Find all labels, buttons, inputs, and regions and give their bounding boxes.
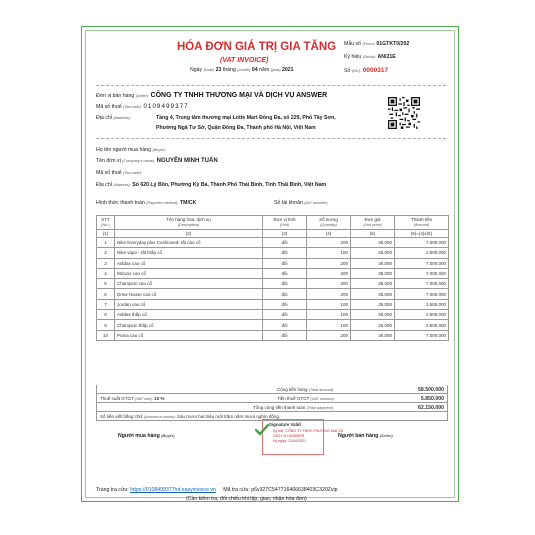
table-cell-qty: 100 [307, 248, 351, 258]
table-cell-qty: 200 [307, 289, 351, 299]
table-row [97, 299, 449, 309]
table-cell-desc: Puma cao cổ [115, 330, 263, 340]
qr-code [388, 97, 420, 129]
table-cell-qty: 100 [307, 320, 351, 330]
table-cell-no: 3 [97, 258, 115, 268]
table-cell-price: 25.000 [351, 248, 395, 258]
table-cell-price: 35.000 [351, 279, 395, 289]
seller-signature-label: Người bán hàng (Seller) [338, 433, 393, 439]
lookup-code: p6v327C547716466638403C320Zvip [251, 487, 338, 493]
table-cell-desc: Drew House cao cổ [115, 289, 263, 299]
total-value: 62.150.000 [418, 404, 444, 411]
table-header-cell: Tên hàng hóa, dịch vụ (Description) [115, 216, 263, 230]
serial-number: Ký hiệu (Serial): AN/21E [344, 54, 396, 60]
table-cell-amount: 2.500.000 [395, 320, 449, 330]
checkmark-icon [255, 423, 269, 437]
table-cell-qty: 100 [307, 310, 351, 320]
vat-amount-value: 5.850.000 [420, 395, 444, 402]
invoice-number: Số (No.): 0000317 [344, 67, 389, 74]
table-row [97, 238, 449, 248]
table-cell-qty: 200 [307, 238, 351, 248]
table-index-cell: (2) [115, 230, 263, 238]
table-row [97, 320, 449, 330]
seller-address-line2: Phường Ngã Tư Sở, Quận Đống Đa, Thành phố Hà Nội, Việt Nam [156, 125, 316, 131]
table-cell-amount: 7.000.000 [395, 289, 449, 299]
table-body [97, 238, 449, 341]
signed-date: Ký ngày: 23/04/2021 [273, 439, 306, 443]
vat-row: Thuế suất GTGT (VAT rate): 10 % Tiền thuế GTGT (VAT amount): 5.850.000 [96, 394, 448, 403]
signed-by-line2: DỊCH VỤ ANSWER [273, 434, 305, 438]
table-cell-desc: Adidas thấp cổ [115, 310, 263, 320]
table-index-cell: (4) [307, 230, 351, 238]
table-row [97, 279, 449, 289]
table-cell-price: 35.000 [351, 268, 395, 278]
invoice-date: Ngày (Date) 23 tháng (month) 04 năm (year) 2021 [190, 67, 294, 73]
amount-in-words-row: Số tiền viết bằng chữ (Amount in words): Sáu mươi hai triệu một trăm năm mươi nghìn đồng. [96, 412, 448, 421]
payment-method-row: Hình thức thanh toán (Payment method): TM/CK [96, 200, 197, 206]
table-cell-price: 35.000 [351, 299, 395, 309]
table-row [97, 310, 449, 320]
buyer-person-row: Họ tên người mua hàng (Buyer): [96, 147, 167, 153]
table-cell-desc: Adidas cao cổ [115, 258, 263, 268]
buyer-company-row: Tên đơn vị (Company's name): NGUYỄN MINH TUẤN [96, 158, 218, 164]
table-cell-unit: đôi [263, 268, 307, 278]
invoice-subtitle: (VAT INVOICE) [220, 57, 269, 64]
invoice-title: HÓA ĐƠN GIÁ TRỊ GIA TĂNG [177, 41, 337, 53]
table-header-cell: Thành tiền (Amount) [395, 216, 449, 230]
table-cell-amount: 2.500.000 [395, 310, 449, 320]
table-cell-amount: 3.500.000 [395, 299, 449, 309]
signature-valid-text: Signature Valid [269, 422, 301, 427]
table-cell-price: 35.000 [351, 238, 395, 248]
divider [96, 85, 446, 86]
table-cell-qty: 200 [307, 279, 351, 289]
form-number: Mẫu số (Form): 01GTKT0/202 [344, 41, 410, 47]
table-cell-unit: đôi [263, 289, 307, 299]
lookup-link[interactable]: https://0108499377hd.easyinvoice.vn [130, 487, 216, 493]
signed-by-line1: Ký bởi: CÔNG TY TNHH THƯƠNG MẠI VÀ [273, 429, 343, 433]
table-cell-price: 35.000 [351, 258, 395, 268]
table-cell-desc: Jordan cao cổ [115, 299, 263, 309]
items-table [96, 215, 449, 341]
table-cell-price: 25.000 [351, 320, 395, 330]
seller-name-row: Đơn vị bán hàng (Seller): CÔNG TY TNHH THƯƠNG MẠI VÀ DỊCH VỤ ANSWER [96, 92, 328, 99]
subtotal-row: Cộng tiền hàng (Total amount): 58.500.000 [96, 385, 448, 394]
table-cell-unit: đôi [263, 320, 307, 330]
table-header-cell: STT (No.) [97, 216, 115, 230]
footer-note: (Cần kiểm tra, đối chiếu khi lập, giao, nhận hóa đơn) [186, 496, 307, 502]
table-cell-no: 1 [97, 238, 115, 248]
total-row: Tổng cộng tiền thanh toán (Total payment): 62.150.000 [96, 403, 448, 412]
table-cell-price: 35.000 [351, 330, 395, 340]
amount-in-words: Sáu mươi hai triệu một trăm năm mươi nghìn đồng. [176, 414, 281, 419]
seller-tax-row: Mã số thuế (Tax code): 0108499377 [96, 104, 189, 110]
table-cell-amount: 7.000.000 [395, 268, 449, 278]
buyer-address-row: Địa chỉ (Address): Số 620 Lý Bôn, Phường Kỳ Bá, Thành Phố Thái Bình, Tỉnh Thái Bình, Việt Nam [96, 182, 327, 188]
table-cell-amount: 7.000.000 [395, 279, 449, 289]
table-row [97, 289, 449, 299]
table-cell-desc: Champion thấp cổ [115, 320, 263, 330]
table-cell-qty: 200 [307, 268, 351, 278]
table-cell-unit: đôi [263, 248, 307, 258]
table-cell-no: 7 [97, 299, 115, 309]
table-cell-unit: đôi [263, 279, 307, 289]
table-index-cell: (1) [97, 230, 115, 238]
table-index-row [97, 230, 449, 238]
table-index-cell: (5) [351, 230, 395, 238]
table-cell-no: 9 [97, 320, 115, 330]
table-header-cell: Đơn giá (Unit price) [351, 216, 395, 230]
table-row [97, 258, 449, 268]
table-row [97, 248, 449, 258]
digital-signature-stamp [262, 419, 343, 455]
table-cell-unit: đôi [263, 238, 307, 248]
buyer-signature-label: Người mua hàng (Buyer) [118, 433, 175, 439]
table-cell-amount: 7.000.000 [395, 238, 449, 248]
table-cell-unit: đôi [263, 330, 307, 340]
table-cell-no: 6 [97, 289, 115, 299]
table-cell-qty: 200 [307, 330, 351, 340]
subtotal-value: 58.500.000 [418, 386, 444, 393]
table-cell-desc: Nike Everyday plus Cushioned- tất cao cổ [115, 238, 263, 248]
table-row [97, 268, 449, 278]
table-cell-no: 5 [97, 279, 115, 289]
table-header-row [97, 216, 449, 230]
table-cell-unit: đôi [263, 299, 307, 309]
table-cell-desc: Nike vapo - tất thấp cổ [115, 248, 263, 258]
table-cell-amount: 7.000.000 [395, 330, 449, 340]
seller-address-line1: Tầng 4, Trung tâm thương mại Lotte Mart Đống Đa, số 229, Phố Tây Sơn, [156, 115, 336, 121]
table-cell-unit: đôi [263, 310, 307, 320]
table-cell-amount: 7.000.000 [395, 258, 449, 268]
table-cell-price: 35.000 [351, 289, 395, 299]
table-index-cell: (6)=(4)x(5) [395, 230, 449, 238]
table-cell-no: 8 [97, 310, 115, 320]
lookup-row: Trang tra cứu: https://0108499377hd.easyinvoice.vn Mã tra cứu: p6v327C547716466638403C320Zvip [96, 487, 338, 493]
buyer-tax-row: Mã số thuế (Tax code): [96, 170, 142, 176]
seller-address-label: Địa chỉ (Address): [96, 115, 131, 121]
table-index-cell: (3) [263, 230, 307, 238]
table-cell-desc: Champion cao cổ [115, 279, 263, 289]
divider [96, 138, 446, 139]
table-cell-no: 10 [97, 330, 115, 340]
table-cell-desc: Mizuno cao cổ [115, 268, 263, 278]
table-header-cell: Đơn vị tính (Unit) [263, 216, 307, 230]
table-cell-price: 25.000 [351, 310, 395, 320]
invoice-sheet [81, 26, 459, 502]
table-cell-qty: 200 [307, 258, 351, 268]
table-cell-unit: đôi [263, 258, 307, 268]
table-row [97, 330, 449, 340]
table-cell-no: 2 [97, 248, 115, 258]
table-cell-no: 4 [97, 268, 115, 278]
table-cell-qty: 100 [307, 299, 351, 309]
table-cell-amount: 2.500.000 [395, 248, 449, 258]
table-header-cell: Số lượng (Quantity) [307, 216, 351, 230]
account-number-row: Số tài khoản (A/C number): [274, 200, 329, 206]
